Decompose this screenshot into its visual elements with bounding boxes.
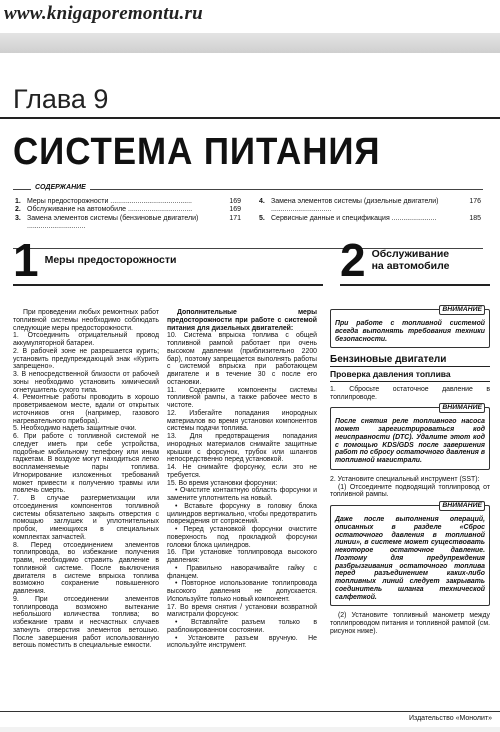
warning-text: При работе с топливной системой всегда выполнять требования техники безопасности. [335, 320, 485, 343]
contents-heading: СОДЕРЖАНИЕ [31, 184, 90, 191]
text-column-3 [330, 306, 490, 636]
paragraph: 6. При работе с топливной системой не следует иметь при себе устройства, подобные мобильному телефону или иным гаджетам. В воздухе могут находиться легко воспламеняемые пары топлива. Игнорирование изложенных требований может привести к получению травмы или повлечь смерть. [13, 433, 159, 495]
toc-text: Обслуживание на автомобиле ................................. [27, 206, 193, 214]
paragraph: Дополнительные меры предосторожности при работе с системой питания для дизельных двигателей: [167, 309, 317, 332]
paragraph: 17. Во время снятия / установки возвратной магистрали форсунок: [167, 603, 317, 619]
bullet-item: • Повторное использование топлипровода высокого давления не допускается. Используйте только новый компонент. [167, 580, 317, 603]
page-edge [0, 727, 500, 732]
paragraph: 15. Во время установки форсунки: [167, 479, 278, 487]
paragraph: 8. Перед отсоединением элементов топлипровода, во избежание получения травм, необходимо стравить давление в топливной системе. После выключения двигателя в системе впрыска топлива возможно сохранение повышенного давления. [13, 541, 159, 595]
subsection-heading: Бензиновые двигатели [330, 356, 490, 367]
toc-column-right [259, 198, 481, 223]
warning-label: ВНИМАНИЕ [439, 305, 485, 315]
paragraph: 4. Ремонтные работы проводить в хорошо проветриваемом месте, вдали от открытых источников огня (например, газового нагревательного прибора). [13, 394, 159, 425]
paragraph: 1. Отсоединить отрицательный провод аккумуляторной батареи. [13, 332, 159, 347]
bullet-item: • Перед установкой форсунки очистите поверхность под прокладкой форсунки головки блока цилиндров. [167, 526, 317, 549]
paragraph: 10. Система впрыска топлива с общей топливной рампой работает при очень высоком давлении (приблизительно 2200 бар), поэтому запрещается выполнять работы с системой впрыска при работающем двигателе и в течение 30 с после его остановки. [167, 332, 317, 386]
section-header-2 [340, 236, 490, 286]
warning-text: После снятия реле топливного насоса может зарегистрироваться код неисправности (DTC). Удалите этот код с помощью KDS/GDS после завершения работ по сбросу остаточного давления в топливной магистрали. [335, 418, 485, 464]
section-number: 1 [13, 234, 39, 286]
section-title [372, 248, 450, 272]
paragraph: 5. Необходимо надеть защитные очки. [13, 425, 137, 433]
bullet-item: • Вставляйте разъем только в разблокированном состоянии. [167, 619, 317, 634]
toc-item[interactable] [259, 215, 481, 223]
warning-text: Даже после выполнения операций, описанных в разделе «Сброс остаточного давления в топливной линии», в системе может существовать некоторое остаточное давление. Поэтому для предупреждения разбрызгивания остаточного топлива перед разъединением каких-либо топливных линий следует закрывать соединитель шланга технической салфеткой. [335, 516, 485, 601]
paragraph: 7. В случае разгерметизации или отсоединения компонентов топливной системы обязательно закрыть отверстия с помощью заглушек и уплотнительных пробок, имеющихся в специальных комплектах запчастей. [13, 495, 159, 541]
toc-num: 4. [259, 198, 265, 205]
toc-text: Меры предосторожности .......................................... [27, 198, 192, 205]
toc-item[interactable] [259, 198, 481, 215]
text-column-2 [167, 309, 317, 650]
warning-label: ВНИМАНИЕ [439, 501, 485, 511]
warning-box [330, 306, 490, 348]
section-title-line: на автомобиле [371, 260, 450, 272]
chapter-divider [0, 117, 500, 119]
header-bar [0, 33, 500, 53]
watermark: www.knigaporemontu.ru [4, 3, 203, 24]
section-title: Меры предосторожности [44, 254, 177, 266]
footer-divider [0, 711, 500, 712]
bullet-item: • Очистите контактную область форсунки и замените уплотнитель на новый. [167, 487, 317, 502]
paragraph: 2. Установите специальный инструмент (SST): [330, 475, 480, 483]
paragraph: 9. При отсоединении элементов топлипровода возможно вытекание небольшого количества топлива; во избежание травм и несчастных случаев заткнуть отверстия элементов ветошью. После завершения работ использованную ветошь поместить в специальные емкости. [13, 595, 159, 650]
warning-box [330, 502, 490, 606]
paragraph: 16. При установке топлипровода высокого давления: [167, 549, 317, 564]
toc-item[interactable] [15, 206, 241, 214]
toc-page: 171 [229, 214, 241, 222]
toc-item[interactable] [15, 215, 241, 232]
toc-num: 3. [15, 214, 21, 222]
chapter-label: Глава 9 [13, 84, 109, 114]
section-header-1 [13, 236, 323, 286]
publisher-footer: Издательство «Монолит» [408, 715, 492, 722]
page-title: СИСТЕМА ПИТАНИЯ [13, 131, 381, 173]
toc-num: 5. [259, 214, 265, 222]
bullet-item: • Вставьте форсунку в головку блока цилиндров вертикально, чтобы предотвратить повреждения от сотрясений. [167, 502, 317, 526]
text-column-1 [13, 309, 159, 650]
paragraph: 12. Избегайте попадания инородных материалов во время установки компонентов системы подачи топлива. [167, 409, 317, 433]
paragraph: 11. Содержите компоненты системы топливной рампы, а также рабочее место в чистоте. [167, 386, 317, 409]
bullet-item: • Установите разъем вручную. Не используйте инструмент. [167, 634, 317, 650]
toc-column-left [15, 198, 241, 231]
paragraph: При проведении любых ремонтных работ топливной системы необходимо соблюдать следующие меры предосторожности. [13, 309, 159, 332]
paragraph: 2. В рабочей зоне не разрешается курить; установить предупреждающий знак «Курить запрещено». [13, 347, 159, 371]
paragraph: (2) Установите топливный манометр между топлипроводом питания и топливной рампой (см. рисунок ниже). [330, 612, 490, 635]
bullet-item: • Правильно наворачивайте гайку с фланцем. [167, 564, 317, 580]
toc-page: 176 [469, 198, 481, 205]
toc-text: Замена элементов системы (бензиновые двигатели) .............................. [27, 214, 199, 230]
procedure-heading: Проверка давления топлива [330, 371, 490, 382]
paragraph: 3. В непосредственной близости от рабочей зоны необходимо установить химический огнетушитель сухого типа. [13, 371, 159, 394]
toc-num: 2. [15, 206, 21, 214]
paragraph: 1. Сбросьте остаточное давление в топлипроводе. [330, 385, 490, 401]
section-title-line: Обслуживание [371, 248, 450, 260]
paragraph: 13. Для предотвращения попадания инородных материалов снимайте защитные крышки с форсунок, трубок или шлангов непосредственно перед установкой. [167, 433, 317, 464]
toc-text: Сервисные данные и спецификация ....................... [271, 214, 437, 222]
toc-num: 1. [15, 198, 21, 205]
paragraph: (1) Отсоедините подводящий топлипровод от топливной рампы. [330, 483, 490, 499]
section-number: 2 [340, 234, 366, 286]
warning-box [330, 404, 490, 470]
paragraph: 14. Не снимайте форсунку, если это не требуется. [167, 464, 317, 479]
warning-label: ВНИМАНИЕ [439, 403, 485, 413]
toc-page: 169 [229, 198, 241, 205]
toc-page: 185 [469, 214, 481, 222]
toc-page: 169 [229, 206, 241, 214]
toc-text: Замена элементов системы (дизельные двигатели) ............................... [271, 198, 439, 214]
